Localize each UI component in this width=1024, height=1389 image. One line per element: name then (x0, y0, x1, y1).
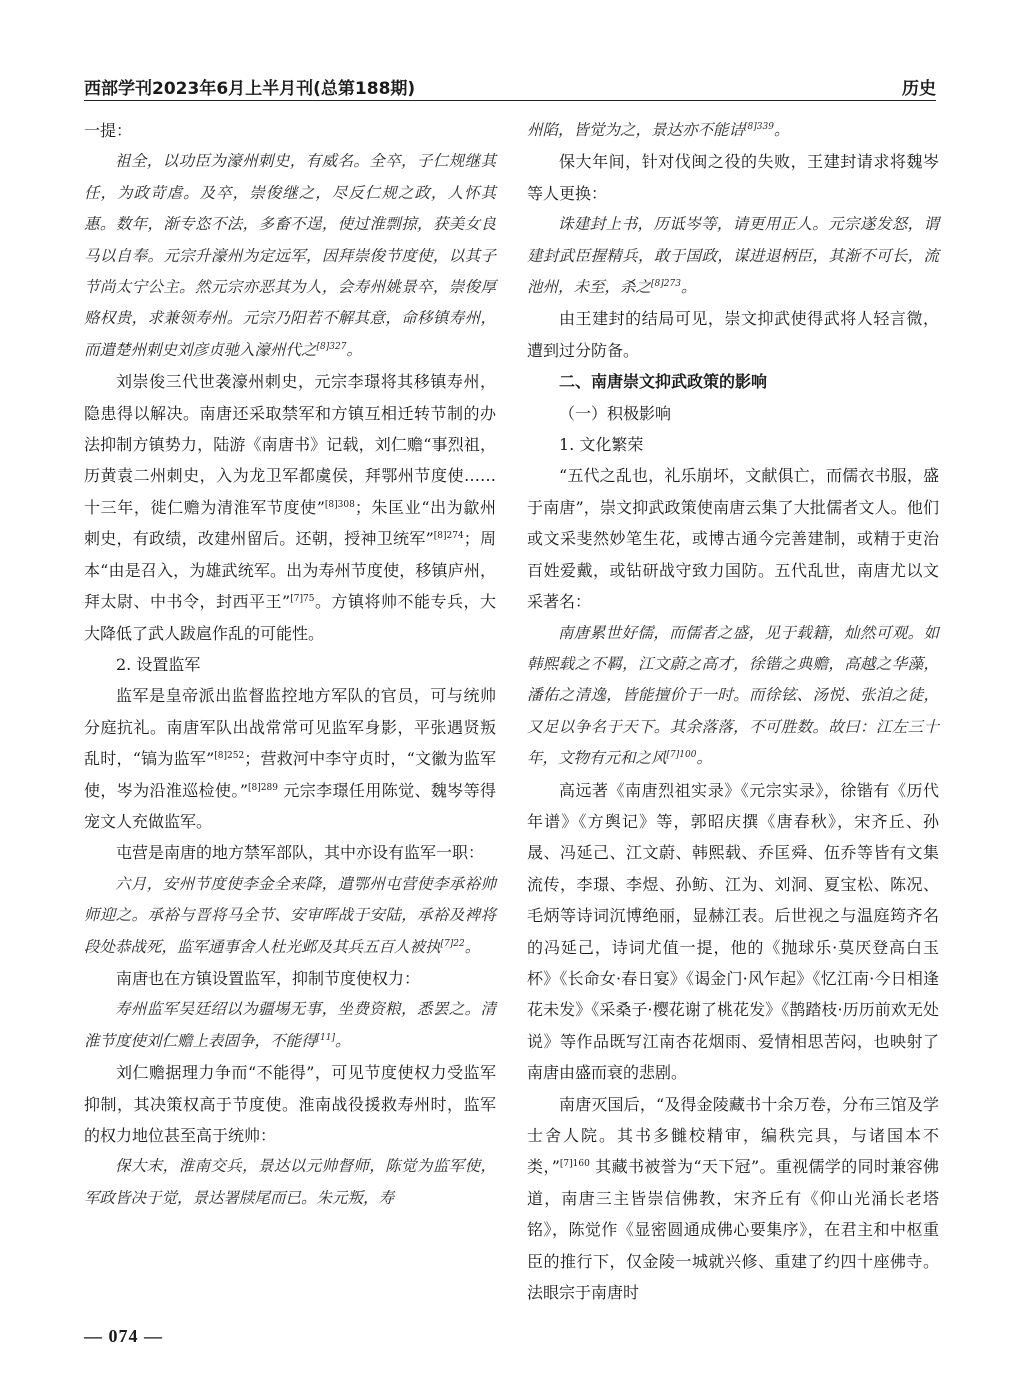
block-quote (527, 209, 939, 303)
text-run: 保大末，淮南交兵，景达以元帅督师，陈觉为监军使，军政皆决于觉，景达署牍尾而已。朱元叛，寿 (84, 1157, 496, 1207)
text-run: 由王建封的结局可见，崇文抑武使得武将人轻言微，遭到过分防备。 (527, 309, 939, 360)
text-run: 南唐累世好儒，而儒者之盛，见于载籍，灿然可观。如韩熙载之不羁，江文蔚之高才，徐锴之典赡，高越之华藻，潘佑之清逸，皆能擅价于一时。而徐铉、汤悦、张洎之徒，又足以争名于天下。其余落落，不可胜数。故曰：江左三十年，文物有元和之风 (527, 623, 939, 768)
citation: [8]289 (248, 782, 278, 793)
citation: [7]160 (559, 1159, 590, 1170)
text-run: 。 (335, 1031, 351, 1050)
body-paragraph (84, 680, 496, 837)
text-run: “五代之乱也，礼乐崩坏，文献俱亡，而儒衣书服，盛于南唐”，崇文抑武政策使南唐云集了大批儒者文人。他们或文采斐然妙笔生花，或博古通今完善建制，或精于吏治百姓爱戴，或钻研战守致力国防。五代乱世，南唐尤以文采著名： (527, 466, 939, 612)
text-run: 刘仁赡据理力争而“不能得”，可见节度使权力受监军抑制，其决策权高于节度使。淮南战役援救寿州时，监军的权力地位甚至高于统帅： (84, 1063, 496, 1145)
body-paragraph (84, 1057, 496, 1151)
text-run: 1. 文化繁荣 (559, 435, 644, 455)
text-run: 二、南唐崇文抑武政策的影响 (559, 372, 768, 392)
text-run: ；营救河中李守贞时，“文徽为监军使，岑为沿淮巡检使。” (84, 749, 496, 800)
journal-title: 西部学刊2023年6月上半月刊(总第188期) (84, 79, 416, 99)
citation: [7]22 (440, 938, 465, 949)
text-run: 其藏书被誉为“天下冠”。重视儒学的同时兼容佛道，南唐三主皆崇信佛教，宋齐丘有《仰山光涌长老塔铭》，陈觉作《显密圆通成佛心要集序》，在君主和中枢重臣的推行下，仅金陵一城就兴修、重建了约四十座佛寺。法眼宗于南唐时 (527, 1157, 939, 1303)
body-paragraph (84, 115, 496, 146)
body-paragraph (527, 460, 939, 617)
citation: [8]308 (324, 499, 355, 510)
subsection-heading (84, 649, 496, 680)
text-run: 屯营是南唐的地方禁军部队，其中亦设有监军一职： (116, 843, 485, 863)
text-run: 高远著《南唐烈祖实录》《元宗实录》，徐锴有《历代年谱》《方舆记》等，郭昭庆撰《唐春秋》，宋齐丘、孙晟、冯延己、江文蔚、韩熙载、乔匡舜、伍乔等皆有文集流传，李璟、李煜、孙鲂、江为、刘洞、夏宝松、陈况、毛炳等诗词沉博绝丽，显赫江表。后世视之与温庭筠齐名的冯延己，诗词尤值一提，他的《抛球乐·莫厌登高白玉杯》《长命女·春日宴》《谒金门·风乍起》《忆江南·今日相逢花未发》《采桑子·樱花谢了桃花发》《鹊踏枝·历历前欢无处说》等作品既写江南杏花烟雨、爱情相思苦闷，也映射了南唐由盛而衰的悲剧。 (527, 780, 939, 1083)
text-run: 。 (680, 278, 697, 297)
body-paragraph (527, 303, 939, 366)
text-run: ；朱匡业“出为歙州刺史，有政绩，改建州留后。还朝，授神卫统军” (84, 497, 496, 549)
text-run: 。 (464, 937, 481, 956)
body-paragraph (84, 837, 496, 868)
subsection-heading (527, 398, 939, 429)
text-run: 祖全，以功臣为濠州刺史，有威名。全卒，子仁规继其任，为政苛虐。及卒，崇俊继之，尽反仁规之政，人怀其惠。数年，渐专恣不法，多畜不逞，使过淮剽掠，获美女良马以自奉。元宗升濠州为定远军，因拜崇俊节度使，以其子节尚太宁公主。然元宗亦恶其为人，会寿州姚景卒，崇俊厚赂权贵，求兼领寿州。元宗乃阳若不解其意，命移镇寿州，而遣楚州刺史刘彦贞驰入濠州代之 (84, 152, 496, 359)
text-run: 州陷，皆觉为之，景达亦不能诘 (527, 121, 745, 139)
running-header (84, 70, 936, 102)
text-run: ；周本“由是召入，为雄武统军。出为寿州节度使，移镇庐州，拜太尉、中书令，封西平王” (84, 529, 496, 612)
text-run: 。 (696, 749, 712, 768)
citation: [8]273 (651, 279, 681, 290)
text-run: （一）积极影响 (559, 403, 672, 423)
text-run: 保大年间，针对伐闽之役的失败，王建封请求将魏岑等人更换： (527, 152, 939, 203)
block-quote (84, 146, 496, 366)
body-paragraph (84, 366, 496, 649)
text-run: 诛建封上书，历诋岑等，请更用正人。元宗遂发怒，谓建封武臣握精兵，敢于国政，谋进退柄臣，其渐不可长，流池州，未至，杀之 (527, 215, 939, 297)
body-paragraph (527, 146, 939, 209)
citation: [7]100 (666, 750, 697, 761)
section-tag: 历史 (902, 79, 936, 99)
text-run: 元宗李璟任用陈觉、魏岑等得宠文人充做监军。 (84, 780, 496, 831)
text-run: 监军是皇帝派出监督监控地方军队的官员，可与统帅分庭抗礼。南唐军队出战常常可见监军身影，平张遇贤叛乱时，“镐为监军” (84, 686, 496, 769)
body-paragraph (84, 963, 496, 994)
text-run: 六月，安州节度使李金全来降，遣鄂州屯营使李承裕帅师迎之。承裕与晋将马全节、安审晖战于安陆，承裕及裨将段处恭战死，监军通事舍人杜光邺及其兵五百人被执 (84, 874, 496, 956)
subsection-heading (527, 429, 939, 460)
block-quote (527, 115, 939, 146)
text-run: 南唐灭国后，“及得金陵藏书十余万卷，分布三馆及学士舍人院。其书多雠校精审，编秩完具，与诸国本不类，” (527, 1094, 939, 1177)
header-rule (84, 100, 936, 101)
block-quote (84, 869, 496, 963)
page-number: — 074 — (84, 1326, 163, 1346)
text-run: 。 (346, 340, 362, 359)
body-paragraph (527, 1089, 939, 1309)
text-run: 刘崇俊三代世袭濠州刺史，元宗李璟将其移镇寿州，隐患得以解决。南唐还采取禁军和方镇互相迁转节制的办法抑制方镇势力，陆游《南唐书》记载，刘仁赡“事烈祖，历黄袁二州刺史，入为龙卫军都虞侯，拜鄂州节度使……十三年，徙仁赡为清淮军节度使” (84, 372, 496, 517)
block-quote (527, 618, 939, 775)
text-run: 2. 设置监军 (116, 654, 201, 674)
citation: [8]339 (744, 122, 774, 132)
citation: [11] (316, 1032, 335, 1043)
citation: [8]252 (214, 751, 245, 762)
section-heading (527, 366, 939, 397)
block-quote (84, 994, 496, 1057)
block-quote (84, 1151, 496, 1214)
text-run: 南唐也在方镇设置监军，抑制节度使权力： (116, 968, 421, 988)
text-run: 寿州监军吴廷绍以为疆埸无事，坐费资粮，悉罢之。清淮节度使刘仁赡上表固争，不能得 (84, 1000, 496, 1050)
citation: [8]327 (316, 341, 347, 352)
citation: [8]274 (433, 531, 464, 542)
right-column (527, 115, 939, 1308)
text-run: 。 (773, 121, 790, 139)
left-column (84, 115, 496, 1214)
body-paragraph (527, 775, 939, 1089)
text-run: 。方镇将帅不能专兵，大大降低了武人跋扈作乱的可能性。 (84, 592, 496, 643)
text-run: 一提： (84, 121, 133, 140)
citation: [7]75 (290, 594, 315, 605)
